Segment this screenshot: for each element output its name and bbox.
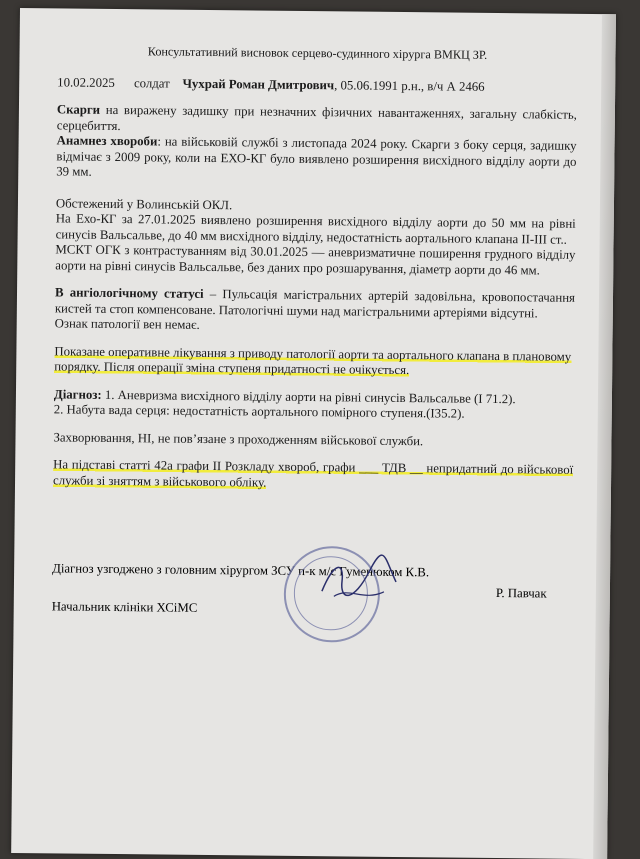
patient-details: , 05.06.1991 р.н., в/ч А 2466 bbox=[334, 77, 485, 94]
angio-label: В ангіологічному статусі bbox=[54, 285, 204, 301]
page-edge bbox=[593, 14, 616, 859]
complaints-label: Скарги bbox=[56, 102, 101, 117]
signer-name: Р. Павчак bbox=[495, 585, 547, 601]
patient-name: Чухрай Роман Дмитрович bbox=[182, 76, 335, 92]
chief-title: Начальник клініки ХСіМС bbox=[51, 599, 198, 615]
diagnosis-label: Діагноз: bbox=[53, 386, 102, 402]
treatment-text bbox=[54, 344, 574, 380]
conclusion-highlight: На підставі статті 42а графи ІІ Розкладу хвороб, графи ___ ТДВ __ непридатний до військової служби зі зняттям з військового обліку. bbox=[52, 457, 574, 490]
diagnosis-2: 2. Набута вада серця: недостатність аортального помірного ступеня.(І35.2). bbox=[53, 402, 465, 421]
diagnosis-1-text: 1. Аневризма висхідного відділу аорти на рівні синусів Вальсальве (І 71.2). bbox=[101, 387, 516, 406]
agreement-text: Діагноз узгоджено з головним хірургом ЗСУ п-к м/с Гуменюком К.В. bbox=[52, 561, 430, 580]
anamnesis-text: : на військовій службі з листопада 2024 року. Скарги з боку серця, задишку відмічає з 2009 року, коли на ЕХО-КГ було виявлено розширення висхідного відділу аорти до 39 мм. bbox=[56, 134, 577, 179]
rank: солдат bbox=[133, 75, 170, 91]
signature bbox=[314, 551, 405, 612]
disease-text: Захворювання, НІ, не пов’язане з проходженням військової служби. bbox=[53, 429, 424, 448]
angio-text: – Пульсація магістральних артерій задовільна, кровопостачання кистей та стоп компенсоване. Патологічні шуми над магістральними артеріями відсутні. bbox=[54, 286, 576, 320]
mskt-text: МСКТ ОГК з контрастуванням від 30.01.2025 — аневризматичне поширення грудного відділу аорти на рівні синусів Вальсальве, без даних про розшарування, діаметр аорти до 46 мм. bbox=[55, 242, 576, 277]
date: 10.02.2025 bbox=[57, 74, 115, 90]
document-sheet bbox=[11, 8, 616, 859]
document-body bbox=[53, 43, 578, 493]
document-title: Консультативний висновок серцево-судинного хірурга ВМКЦ ЗР. bbox=[147, 44, 488, 62]
complaints-text: на виражену задишку при незначних фізичних навантаженнях, загальну слабкість, серцебиття. bbox=[56, 102, 577, 133]
anamnesis bbox=[56, 133, 576, 185]
exam-intro: Обстежений у Волинській ОКЛ. bbox=[55, 195, 233, 212]
anamnesis-label: Анамнез хвороби bbox=[56, 133, 158, 149]
veins-text: Ознак патології вен немає. bbox=[54, 316, 200, 332]
treatment-highlight: Показане оперативне лікування з приводу патології аорти та аортального клапана в плановому порядку. Після операції зміна ступеня придатності не очікується. bbox=[54, 343, 572, 378]
conclusion-text bbox=[53, 457, 573, 493]
echo-text: На Ехо-КГ за 27.01.2025 виявлено розширення висхідного відділу аорти до 50 мм на рівні синусів Вальсальве, до 40 мм висхідного відділу, недостатність аортального клапана ІІ-ІІІ ст.. bbox=[55, 211, 576, 247]
